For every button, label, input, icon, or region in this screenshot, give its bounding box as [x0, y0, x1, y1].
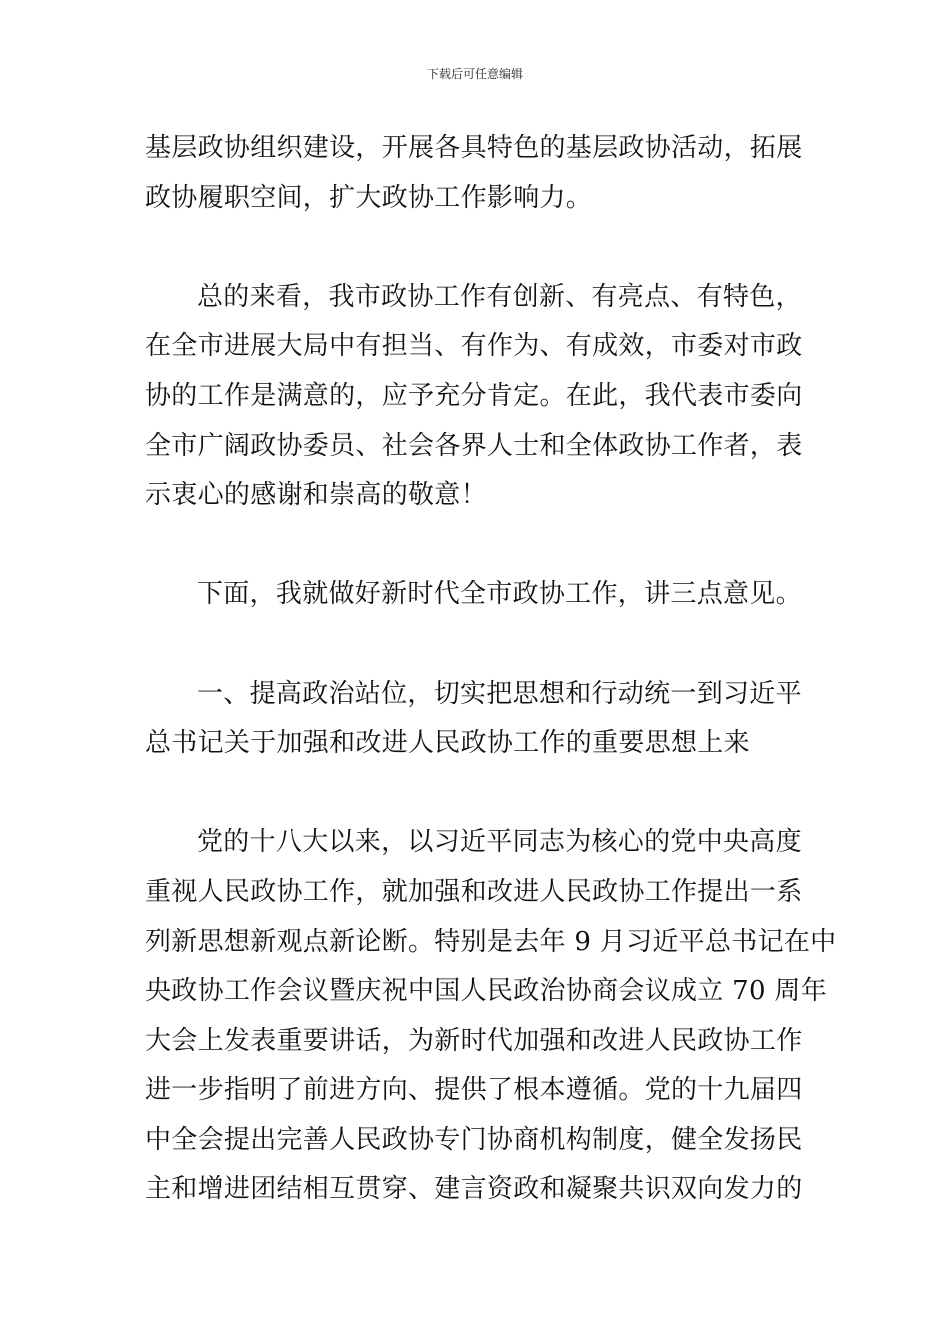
- text-line: 中全会提出完善人民政协专门协商机构制度，健全发扬民: [145, 1124, 803, 1155]
- text-line: 在全市进展大局中有担当、有作为、有成效，市委对市政: [145, 331, 803, 362]
- text-line: 总书记关于加强和改进人民政协工作的重要思想上来: [145, 728, 750, 759]
- text-line: 党的十八大以来，以习近平同志为核心的党中央高度: [197, 827, 802, 858]
- text-line: 一、提高政治站位，切实把思想和行动统一到习近平: [197, 678, 802, 709]
- text-line: 进一步指明了前进方向、提供了根本遵循。党的十九届四: [145, 1075, 803, 1106]
- paragraph-gap: [145, 521, 810, 571]
- text-line: 主和增进团结相互贯穿、建言资政和凝聚共识双向发力的: [145, 1174, 803, 1205]
- text-line: 协的工作是满意的，应予充分肯定。在此，我代表市委向: [145, 380, 803, 411]
- text-line: 示衷心的感谢和崇高的敬意！: [145, 480, 487, 511]
- paragraph-gap: [145, 769, 810, 819]
- text-line: 重视人民政协工作，就加强和改进人民政协工作提出一系: [145, 876, 803, 907]
- page-header: 下载后可任意编辑: [426, 67, 523, 81]
- text-line: 央政协工作会议暨庆祝中国人民政治协商会议成立 70 周年: [145, 976, 828, 1007]
- text-line: 总的来看，我市政协工作有创新、有亮点、有特色，: [197, 281, 802, 312]
- document-body: [145, 124, 837, 1215]
- text-line: 全市广阔政协委员、社会各界人士和全体政协工作者，表: [145, 430, 803, 461]
- paragraph-1: [145, 124, 810, 223]
- text-line: 下面，我就做好新时代全市政协工作，讲三点意见。: [197, 579, 802, 610]
- text-line: 政协履职空间，扩大政协工作影响力。: [145, 182, 593, 213]
- paragraph-gap: [145, 223, 810, 273]
- section-heading: [145, 670, 810, 769]
- text-line: 列新思想新观点新论断。特别是去年 9 月习近平总书记在中: [145, 926, 837, 957]
- text-line: 基层政协组织建设，开展各具特色的基层政协活动，拓展: [145, 133, 803, 163]
- paragraph-gap: [145, 620, 810, 670]
- text-line: 大会上发表重要讲话，为新时代加强和改进人民政协工作: [145, 1025, 803, 1056]
- paragraph-3: [145, 570, 810, 620]
- paragraph-2: [145, 273, 810, 521]
- paragraph-5: [145, 818, 837, 1215]
